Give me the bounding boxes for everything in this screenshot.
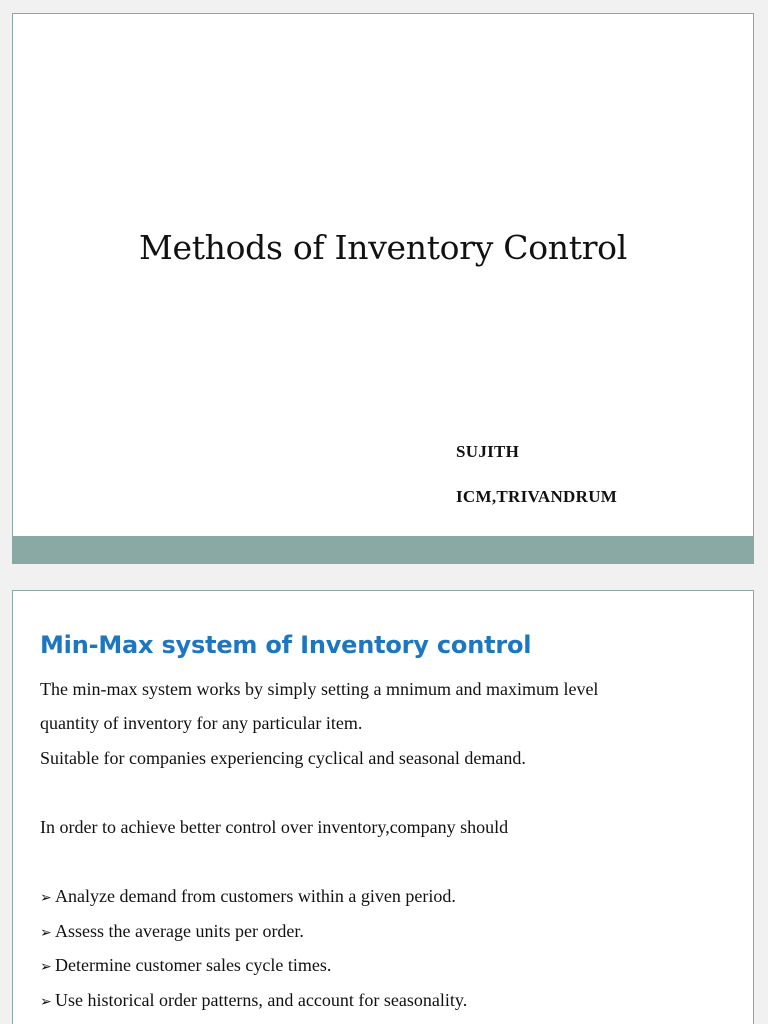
bullet-text: Assess the average units per order. bbox=[55, 921, 304, 941]
bullet-text: Determine customer sales cycle times. bbox=[55, 955, 332, 975]
bullet-item bbox=[40, 921, 304, 942]
slide-footer-band bbox=[13, 536, 753, 563]
bullet-text: Use historical order patterns, and account for seasonality. bbox=[55, 990, 468, 1010]
title-slide bbox=[12, 13, 754, 564]
arrow-bullet-icon: ➢ bbox=[40, 925, 52, 941]
paragraph-line: quantity of inventory for any particular item. bbox=[40, 713, 363, 733]
paragraph-line: Suitable for companies experiencing cyclical and seasonal demand. bbox=[40, 748, 526, 768]
bullet-text: Analyze demand from customers within a given period. bbox=[55, 886, 456, 906]
author-organization: ICM,TRIVANDRUM bbox=[456, 487, 618, 506]
content-slide bbox=[12, 590, 754, 1024]
intro-line: In order to achieve better control over inventory,company should bbox=[40, 817, 509, 837]
bullet-item bbox=[40, 955, 331, 976]
author-name: SUJITH bbox=[456, 442, 520, 461]
paragraph-line: The min-max system works by simply setting a mnimum and maximum level bbox=[40, 679, 599, 699]
arrow-bullet-icon: ➢ bbox=[40, 994, 52, 1010]
bullet-item bbox=[40, 886, 456, 907]
bullet-item bbox=[40, 990, 467, 1011]
arrow-bullet-icon: ➢ bbox=[40, 890, 52, 906]
arrow-bullet-icon: ➢ bbox=[40, 959, 52, 975]
slide-title: Methods of Inventory Control bbox=[138, 228, 627, 267]
slide-heading: Min-Max system of Inventory control bbox=[40, 631, 532, 659]
